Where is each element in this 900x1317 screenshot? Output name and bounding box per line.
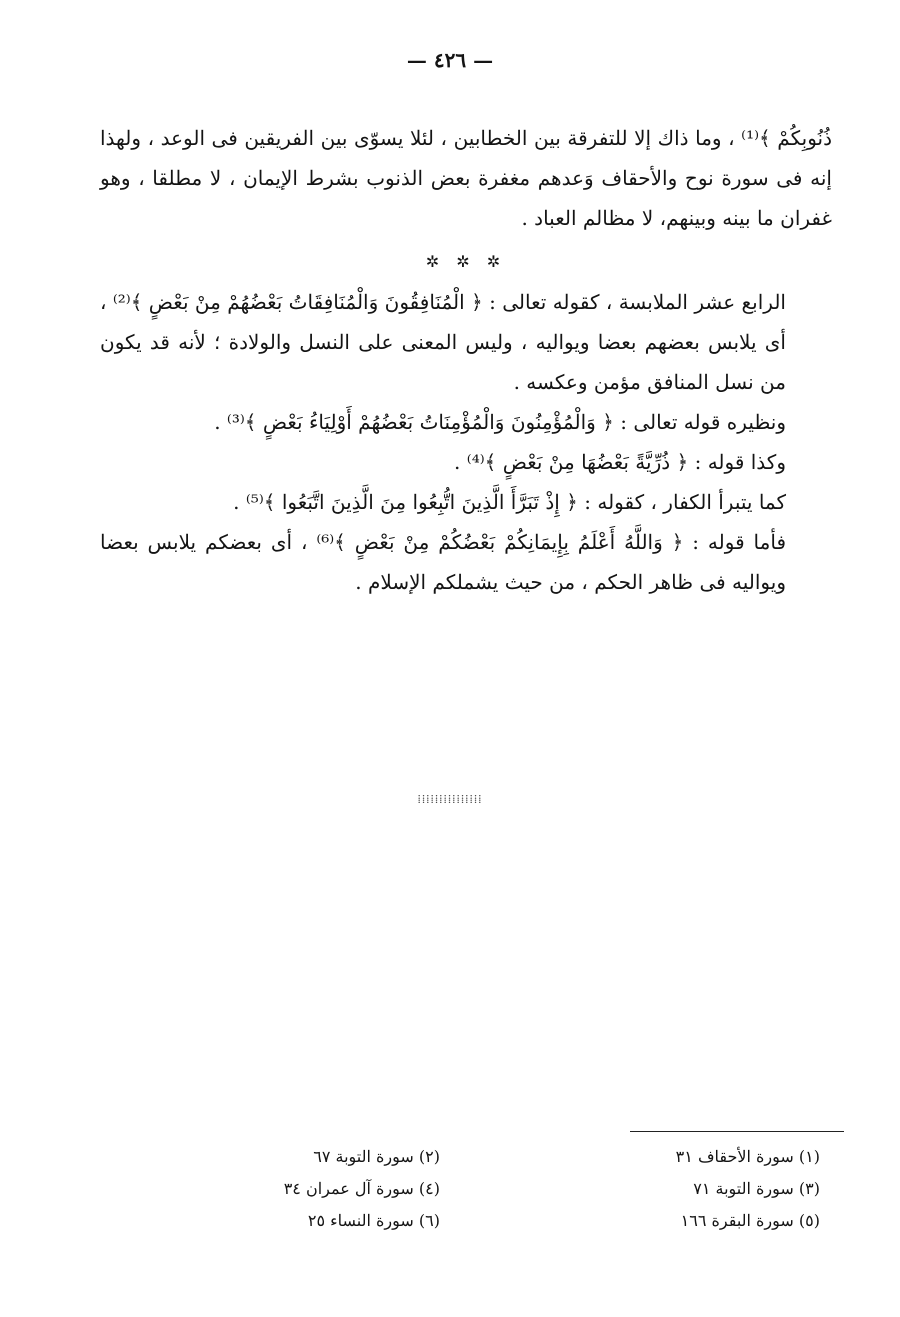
paragraph-likewise: وكذا قوله : ﴿ ذُرِّيَّةً بَعْضُهَا مِنْ بَعْضٍ ﴾⁽⁴⁾ .	[454, 450, 786, 474]
section-separator: ✲ ✲ ✲	[425, 252, 507, 271]
footnote-2: (٢) سورة التوبة ٦٧	[313, 1147, 440, 1166]
footnote-1: (١) سورة الأحقاف ٣١	[675, 1147, 820, 1166]
paragraph-conclusion: فأما قوله : ﴿ وَاللَّهُ أَعْلَمُ بِإِيمَانِكُمْ بَعْضُكُمْ مِنْ بَعْضٍ ﴾⁽⁶⁾ ، أى بعضكم يلابس بعضا ويواليه فى ظاهر الحكم ، من حيث يشملكم الإسلام .	[100, 530, 787, 594]
paragraph-continuation: ذُنُوبِكُمْ ﴾⁽¹⁾ ، وما ذاك إلا للتفرقة بين الخطابين ، لئلا يسوّى بين الفريقين فى الوعد ، ولهذا إنه فى سورة نوح والأحقاف وَعدهم مغفرة بعض الذنوب بشرط الإيمان ، لا مطلقا ، وهو غفران ما بينه وبينهم، لا مظالم العباد .	[100, 126, 833, 230]
footnote-3: (٣) سورة التوبة ٧١	[693, 1179, 820, 1198]
paragraph-disavowal: كما يتبرأ الكفار ، كقوله : ﴿ إِذْ تَبَرَّأَ الَّذِينَ اتُّبِعُوا مِنَ الَّذِينَ اتَّبَعُوا ﴾⁽⁵⁾ .	[233, 490, 786, 514]
paragraph-section-14: الرابع عشر الملابسة ، كقوله تعالى : ﴿ الْمُنَافِقُونَ وَالْمُنَافِقَاتُ بَعْضُهُمْ مِنْ بَعْضٍ ﴾⁽²⁾ ، أى يلابس بعضهم بعضا ويواليه ، وليس المعنى على النسل والولادة ؛ لأنه قد يكون من نسل المنافق مؤمن وعكسه .	[100, 290, 786, 394]
footnote-6: (٦) سورة النساء ٢٥	[307, 1211, 440, 1230]
footnote-5: (٥) سورة البقرة ١٦٦	[680, 1211, 820, 1230]
footnote-divider	[630, 1131, 844, 1132]
body-text	[100, 118, 832, 602]
footnotes	[100, 1144, 820, 1234]
page-number: — ٤٢٦ —	[406, 48, 494, 72]
paragraph-analog: ونظيره قوله تعالى : ﴿ وَالْمُؤْمِنُونَ وَالْمُؤْمِنَاتُ بَعْضُهُمْ أَوْلِيَاءُ بَعْضٍ ﴾⁽³⁾ .	[214, 410, 786, 434]
end-ornament: ⁞⁞⁞⁞⁞⁞⁞⁞⁞⁞⁞⁞⁞⁞⁞	[417, 792, 483, 806]
footnote-4: (٤) سورة آل عمران ٣٤	[283, 1179, 440, 1198]
